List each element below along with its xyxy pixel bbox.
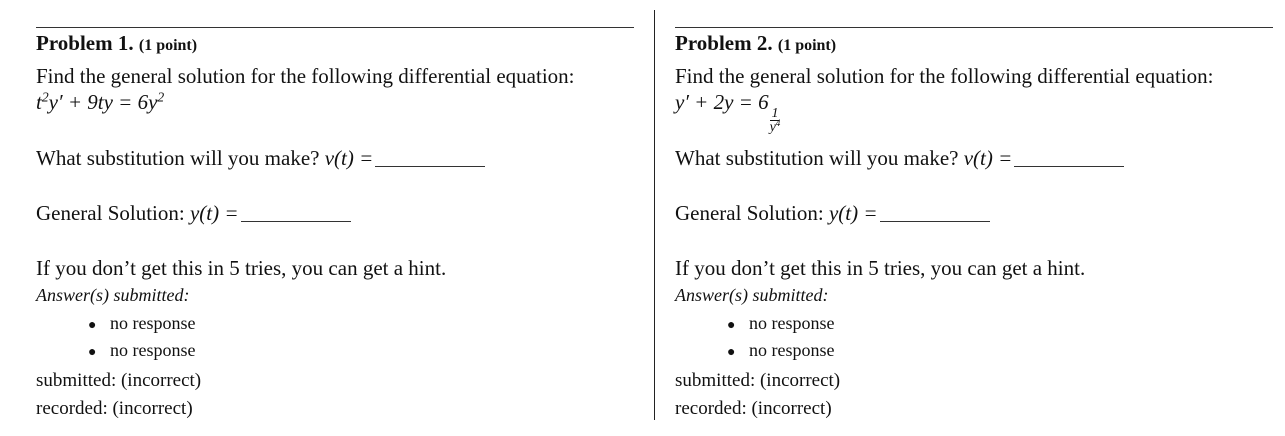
problem-1-recorded-status: recorded: (incorrect) xyxy=(36,398,193,419)
problem-1-title xyxy=(36,31,197,56)
response-text: no response xyxy=(110,313,196,333)
problem-1-hint: If you don’t get this in 5 tries, you can get a hint. xyxy=(36,256,447,280)
eq1-exp-1: 2 xyxy=(41,89,49,105)
problem-1-answers-heading: Answer(s) submitted: xyxy=(36,285,190,305)
eq2-frac-den-exp: 4 xyxy=(775,117,781,128)
problem-2-equation xyxy=(675,90,780,134)
bullet-icon: ● xyxy=(88,318,97,333)
problem-2-hint: If you don’t get this in 5 tries, you can get a hint. xyxy=(675,256,1086,280)
list-item xyxy=(727,311,834,338)
problem-2-substitution-answer-blank[interactable] xyxy=(1014,166,1124,167)
list-item xyxy=(88,311,195,338)
problem-1-substitution xyxy=(36,146,485,170)
eq1-exp-2: 2 xyxy=(157,89,165,105)
problem-2-prompt: Find the general solution for the following differential equation: xyxy=(675,64,1214,88)
list-item xyxy=(727,338,834,365)
problem-2-substitution-var: v(t) = xyxy=(963,146,1013,170)
problem-2-general-label: General Solution: xyxy=(675,201,824,225)
problem-2-general-answer-blank[interactable] xyxy=(880,221,990,222)
response-text: no response xyxy=(110,340,196,360)
response-text: no response xyxy=(749,313,835,333)
problem-2-responses xyxy=(727,311,834,365)
eq2-fraction xyxy=(770,107,781,134)
eq1-term-t: t xyxy=(36,90,42,114)
problem-2-substitution-label: What substitution will you make? xyxy=(675,146,959,170)
bullet-icon: ● xyxy=(88,345,97,360)
eq2-frac-denominator xyxy=(769,117,781,135)
problem-1-prompt: Find the general solution for the following differential equation: xyxy=(36,64,575,88)
bullet-icon: ● xyxy=(727,318,736,333)
problem-2-submitted-status: submitted: (incorrect) xyxy=(675,370,841,391)
problem-1-points: (1 point) xyxy=(138,37,198,54)
problem-1-general-label: General Solution: xyxy=(36,201,185,225)
problem-1-general-solution xyxy=(36,201,351,225)
problem-1-title-text: Problem 1. xyxy=(36,31,134,55)
problem-1-rule xyxy=(36,27,634,28)
problem-2-recorded-status: recorded: (incorrect) xyxy=(675,398,832,419)
problem-2-title-text: Problem 2. xyxy=(675,31,773,55)
eq2-lhs: y′ + 2y = 6 xyxy=(675,90,769,114)
response-text: no response xyxy=(749,340,835,360)
problem-2-rule xyxy=(675,27,1273,28)
problem-1-responses xyxy=(88,311,195,365)
column-divider xyxy=(654,10,655,420)
bullet-icon: ● xyxy=(727,345,736,360)
problem-2-general-solution xyxy=(675,201,990,225)
problem-2-points: (1 point) xyxy=(777,37,837,54)
problem-2-title xyxy=(675,31,836,56)
problem-2-general-var: y(t) = xyxy=(828,201,878,225)
eq2-frac-den-var: y xyxy=(769,119,776,135)
list-item xyxy=(88,338,195,365)
problem-1-substitution-label: What substitution will you make? xyxy=(36,146,320,170)
problem-1-general-answer-blank[interactable] xyxy=(241,221,351,222)
problem-1-equation xyxy=(36,90,164,114)
problem-1-general-var: y(t) = xyxy=(189,201,239,225)
problem-2-substitution xyxy=(675,146,1124,170)
problem-2 xyxy=(675,0,1273,436)
eq1-rest: y′ + 9ty = 6y xyxy=(48,90,158,114)
eq2-frac-numerator: 1 xyxy=(771,105,779,121)
problem-1-submitted-status: submitted: (incorrect) xyxy=(36,370,202,391)
problem-2-answers-heading: Answer(s) submitted: xyxy=(675,285,829,305)
problem-1-substitution-var: v(t) = xyxy=(324,146,374,170)
problem-1-substitution-answer-blank[interactable] xyxy=(375,166,485,167)
problem-1 xyxy=(36,0,634,436)
